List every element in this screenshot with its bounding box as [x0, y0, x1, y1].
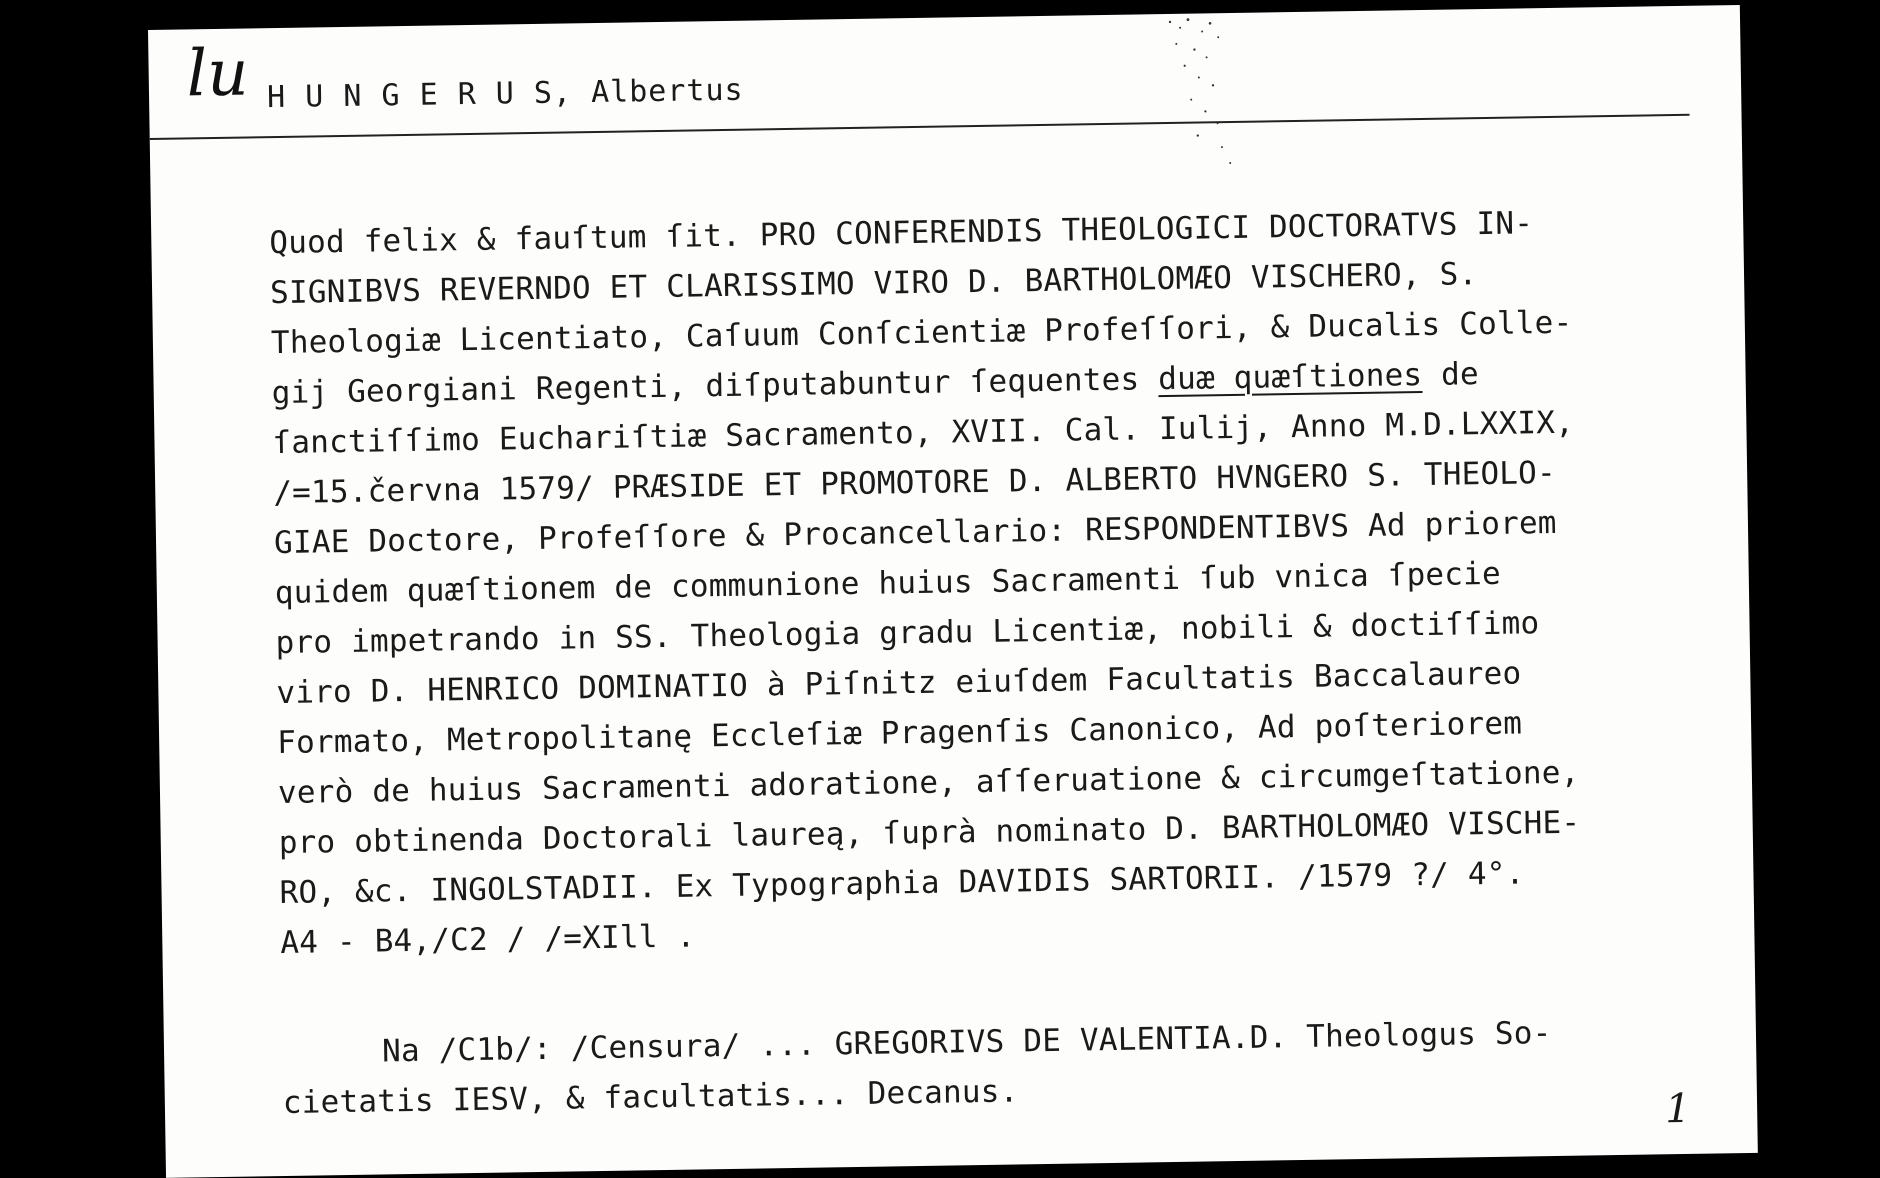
- handwritten-page-number: 1: [1664, 1085, 1691, 1133]
- title-transcription: [269, 195, 1758, 968]
- body-line-11: Formato, Metropolitanę Eccleſiæ Pragenſis Canonico, Ad poſteriorem: [276, 705, 1523, 762]
- body-line-12: verò de huius Sacramenti adoratione, aſſeruatione & circumgeſtatione,: [277, 754, 1580, 812]
- body-line-13: pro obtinenda Doctorali laureą, ſuprà nominato D. BARTHOLOMÆO VISCHE-: [278, 804, 1581, 862]
- author-given-name: Albertus: [590, 72, 744, 111]
- catalog-card: [148, 5, 1758, 1178]
- body-line-3: Theologiæ Licentiato, Caſuum Conſcientiæ Profeſſori, & Ducalis Colle-: [270, 304, 1573, 362]
- body-line-7: GIAE Doctore, Profeſſore & Procancellario: RESPONDENTIBVS Ad priorem: [273, 504, 1557, 562]
- body-line-10: viro D. HENRICO DOMINATIO à Piſnitz eiuſdem Facultatis Baccalaureo: [276, 655, 1522, 712]
- body-line-4-tail: de: [1421, 356, 1480, 394]
- body-line-5: ſanctiſſimo Euchariſtiæ Sacramento, XVII. Cal. Iulij, Anno M.D.LXXIX,: [272, 404, 1575, 462]
- author-heading: [267, 73, 744, 115]
- underlined-phrase: duæ quæſtiones: [1157, 357, 1423, 398]
- body-line-9: pro impetrando in SS. Theologia gradu Licentiæ, nobili & doctiſſimo: [275, 605, 1540, 662]
- body-line-4-lead: gij Georgiani Regenti, diſputabuntur ſequentes: [271, 361, 1159, 412]
- scan-speckle-noise: [1158, 13, 1251, 184]
- body-line-14: RO, &c. INGOLSTADII. Ex Typographia DAVIDIS SARTORII. /1579 ?/ 4°.: [279, 855, 1525, 912]
- body-line-8: quidem quæſtionem de communione huius Sacramenti ſub vnica ſpecie: [274, 555, 1502, 612]
- body-line-1: Quod felix & fauſtum ſit. PRO CONFERENDIS THEOLOGICI DOCTORATVS IN-: [269, 205, 1534, 262]
- body-line-6: /=15.června 1579/ PRÆSIDE ET PROMOTORE D. ALBERTO HVNGERO S. THEOLO-: [273, 454, 1557, 512]
- censura-line-2: cietatis IESV, & facultatis... Decanus.: [282, 1073, 1019, 1122]
- collation-line: A4 - B4,/C2 / /=XIll .: [280, 918, 696, 962]
- handwritten-margin-mark: lu: [186, 36, 249, 112]
- body-line-2: SIGNIBVS REVERNDO ET CLARISSIMO VIRO D. BARTHOLOMÆO VISCHERO, S.: [269, 256, 1478, 312]
- header-rule: [150, 114, 1690, 140]
- author-surname: H U N G E R U S,: [266, 75, 573, 116]
- censura-line-1: Na /C1b/: /Censura/ ... GREGORIVS DE VALENTIA.D. Theologus So-: [381, 1015, 1552, 1070]
- censura-note: [282, 1005, 1758, 1128]
